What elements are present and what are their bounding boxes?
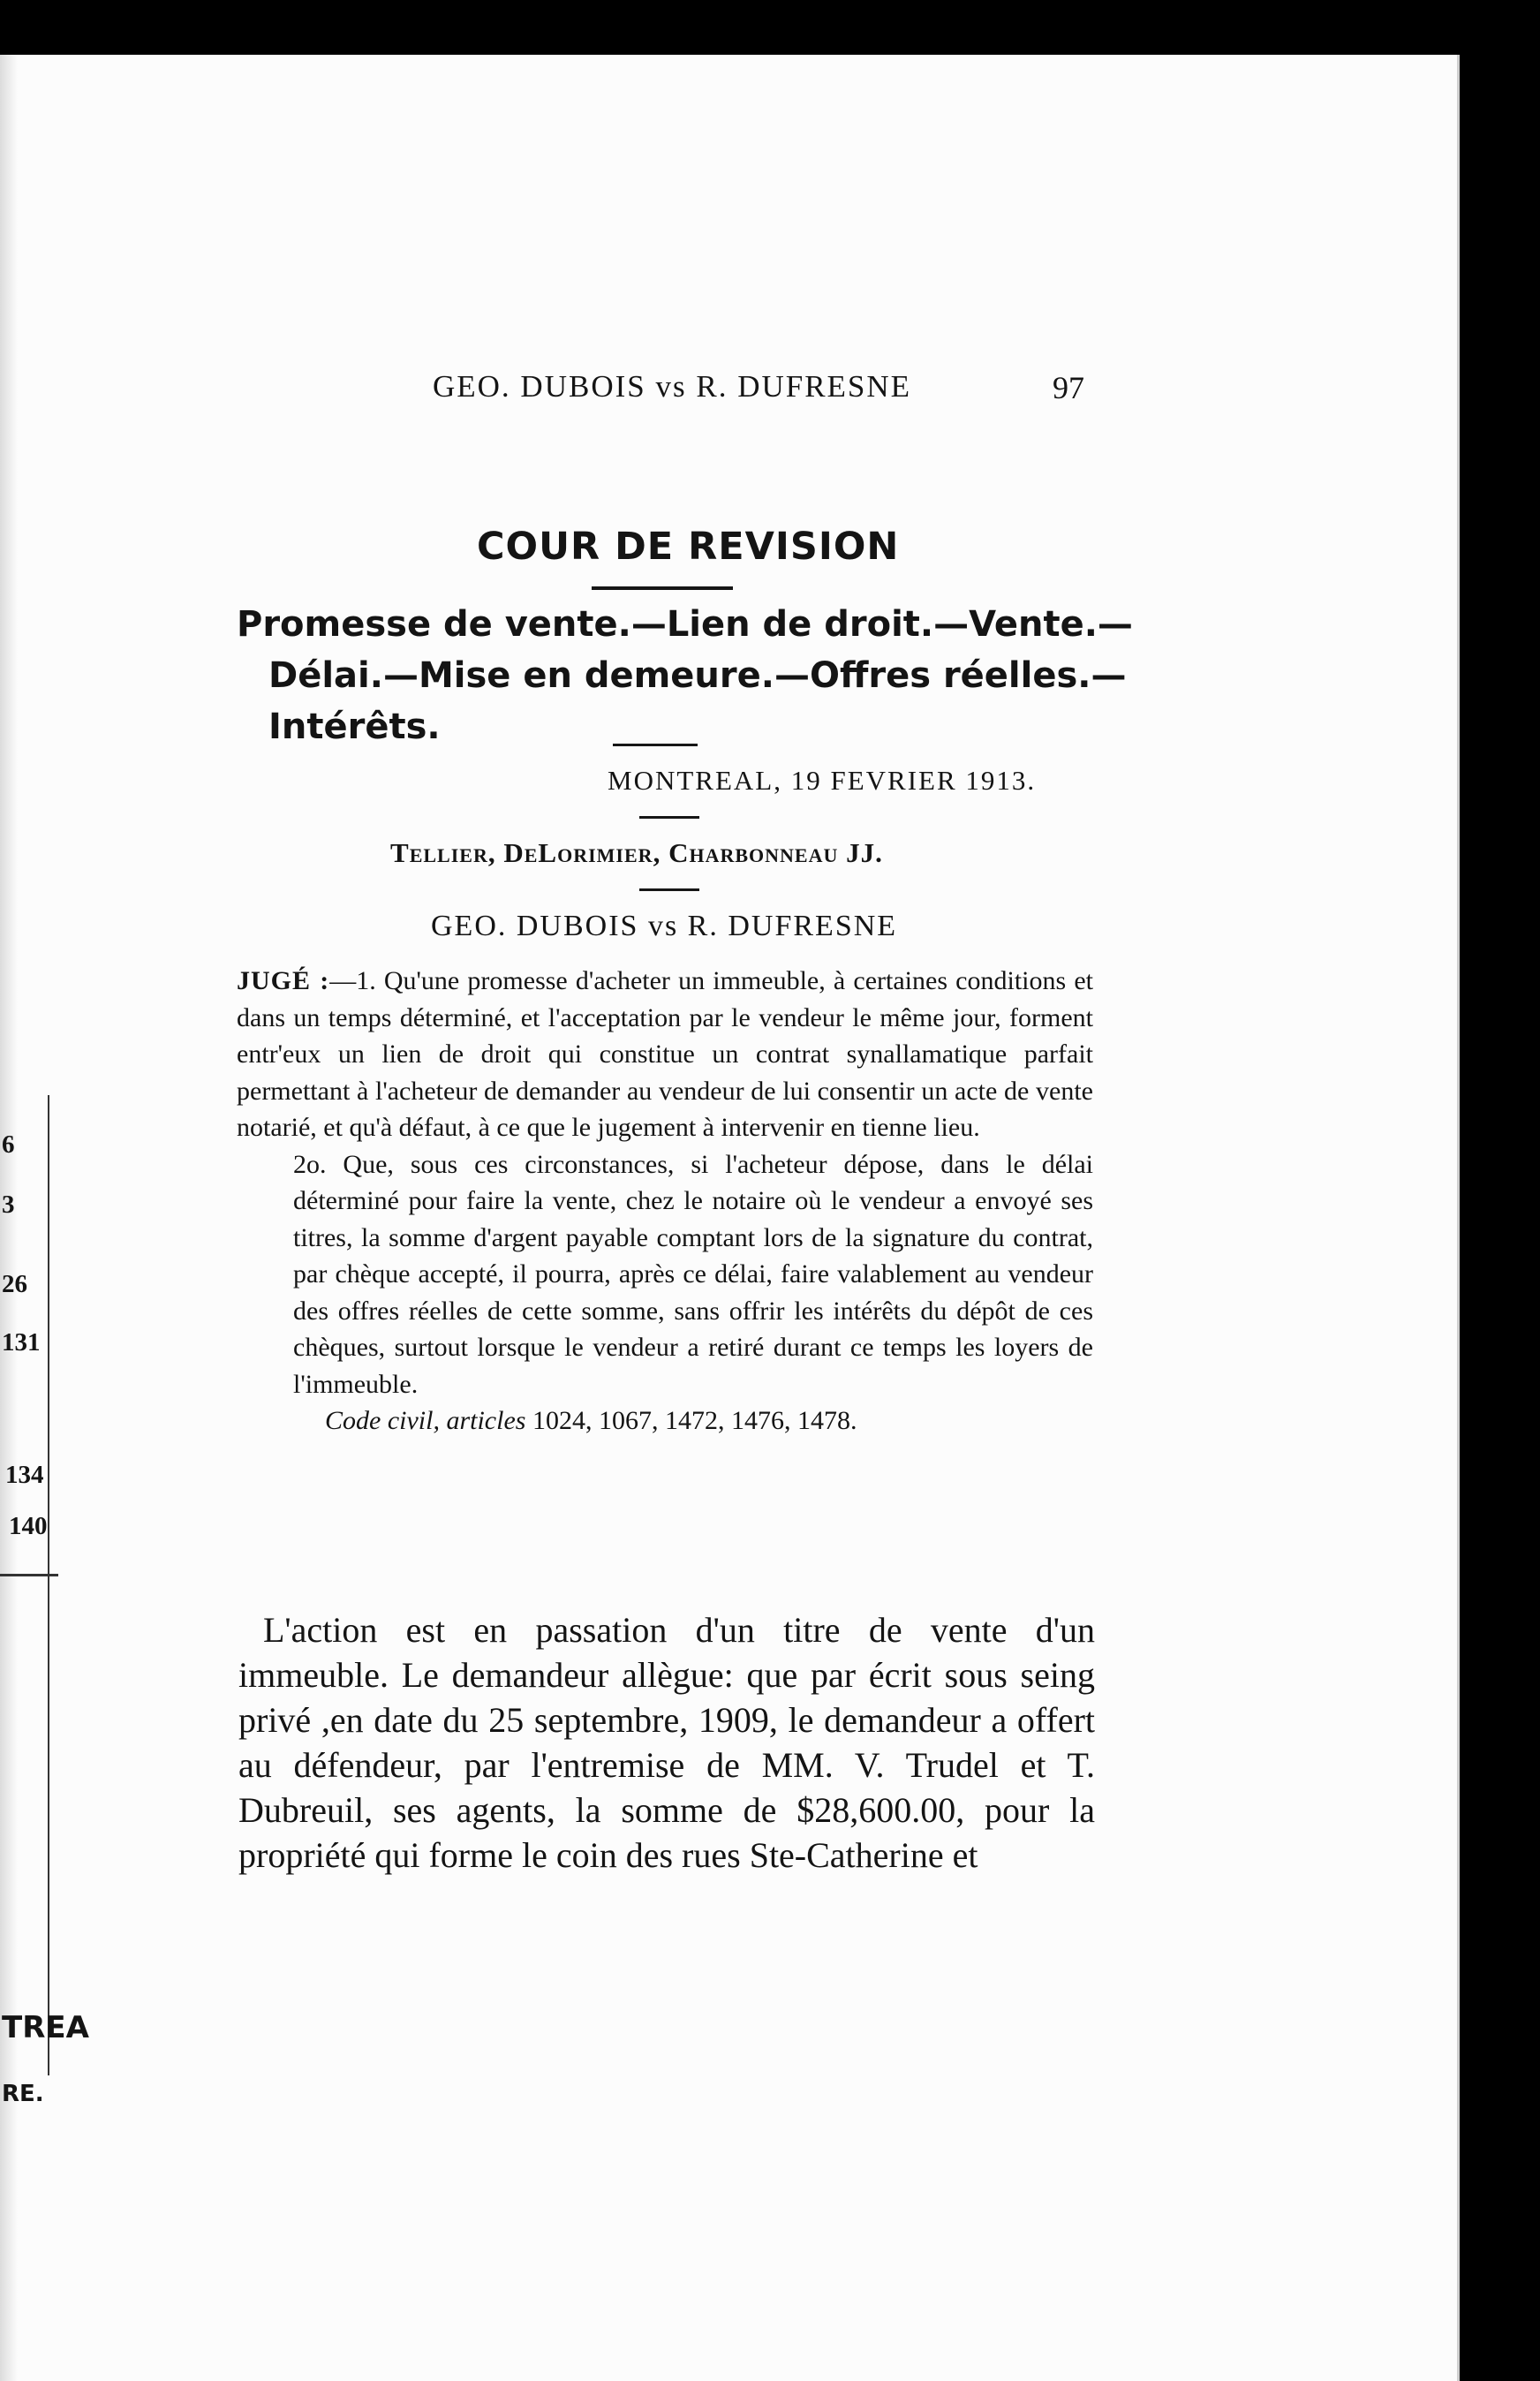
syllabus-lead: JUGÉ : [237,966,330,995]
headnote-keywords [237,599,1133,752]
running-title: GEO. DUBOIS vs R. DUFRESNE [433,369,912,404]
heading-rule [592,586,733,590]
code-articles: 1024, 1067, 1472, 1476, 1478. [532,1406,857,1435]
case-parties: GEO. DUBOIS vs R. DUFRESNE [431,910,898,942]
previous-page-fragment [0,1060,89,2137]
fragment-number: 26 [2,1270,27,1298]
separator-rule [613,744,698,746]
code-citation [237,1402,1093,1440]
fragment-number: 3 [2,1190,15,1219]
syllabus-text: —1. Qu'une promesse d'acheter un immeuble, à certaines conditions et dans un temps déterminé, et l'acceptation par le vendeur le même jour, forment entr'eux un lien de droit qui constitue un contrat synallamatique parfait permettant à l'acheteur de demander au vendeur de lui consentir un acte de vente notarié, et qu'à défaut, à ce que le jugement à intervenir en tienne lieu. [237,966,1094,1142]
fragment-rule [48,1095,49,2075]
headnote-line: Délai.—Mise en demeure.—Offres réelles.— [268,655,1127,696]
fragment-word: TREA [2,2010,89,2045]
code-title: Code civil, articles [325,1406,526,1435]
fragment-number: 6 [2,1130,15,1159]
separator-rule [639,816,699,819]
court-heading: COUR DE REVISION [477,525,900,569]
headnote-line: Intérêts. [268,707,441,747]
syllabus-paragraph [237,963,1093,1146]
fragment-number: 140 [9,1512,48,1540]
headnote-line: Promesse de vente.—Lien de droit.—Vente.— [237,604,1133,645]
fragment-number: 134 [5,1461,44,1489]
decision-date: MONTREAL, 19 FEVRIER 1913. [608,765,1037,796]
syllabus [237,963,1093,1440]
fragment-number: 131 [2,1328,41,1357]
fragment-rule [0,1574,58,1576]
separator-rule [639,888,699,891]
fragment-word: RE. [2,2081,44,2107]
body-paragraph: L'action est en passation d'un titre de vente d'un immeuble. Le demandeur allègue: que par écrit sous seing privé ,en date du 25 septembre, 1909, le demandeur a offert au défendeur, par l'entremise de MM. V. Trudel et T. Dubreuil, ses agents, la somme de $28,600.00, pour la propriété qui forme le coin des rues Ste-Catherine et [238,1610,1095,1875]
judges-line: TELLIER, DELORIMIER, CHARBONNEAU JJ. [390,837,883,868]
page-number: 97 [1053,370,1084,405]
body-text [238,1607,1095,1878]
syllabus-paragraph: 2o. Que, sous ces circonstances, si l'acheteur dépose, dans le délai déterminé pour faire la vente, chez le notaire où le vendeur a envoyé ses titres, la somme d'argent payable comptant lors de la signature du contrat, par chèque accepté, il pourra, après ce délai, faire valablement au vendeur des offres réelles de cette somme, sans offrir les intérêts du dépôt de ces chèques, surtout lorsque le vendeur a retiré durant ce temps les loyers de l'immeuble. [293,1149,1093,1399]
